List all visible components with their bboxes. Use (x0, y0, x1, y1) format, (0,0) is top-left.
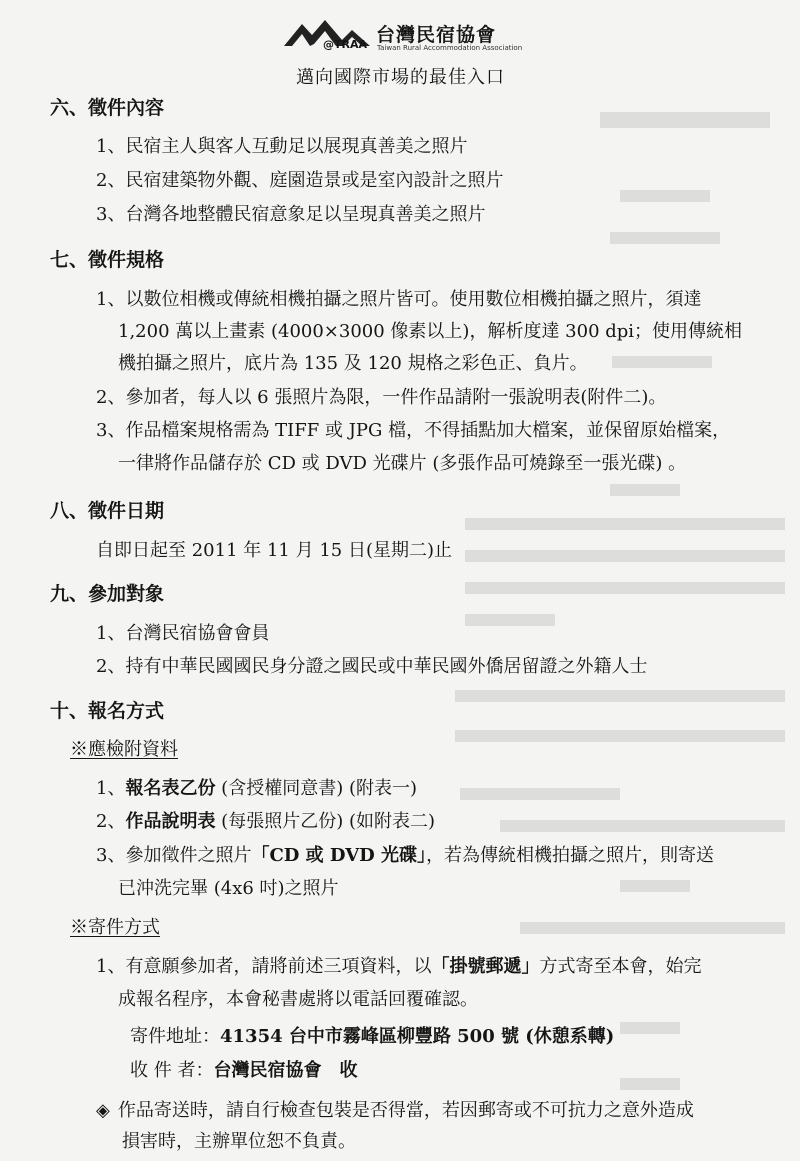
organization-name-english: Taiwan Rural Accommodation Association (377, 44, 523, 52)
required-item-2-name: 作品說明表 (125, 811, 216, 832)
section-7-heading: 七、徵件規格 (50, 249, 165, 271)
required-item-1-number: 1、 (96, 778, 126, 799)
section-6-item-1: 1、民宿主人與客人互動足以展現真善美之照片 (96, 136, 468, 157)
section-8-date: 自即日起至 2011 年 11 月 15 日(星期二)止 (96, 540, 452, 561)
section-10-heading: 十、報名方式 (50, 700, 165, 722)
required-materials-subheading: ※應檢附資料 (70, 739, 178, 760)
required-item-3-text: 3、參加徵件之照片 (96, 845, 252, 866)
required-item-2-note: (每張照片乙份) (如附表二) (215, 811, 435, 832)
section-9-item-2: 2、持有中華民國國民身分證之國民或中華民國外僑居留證之外籍人士 (96, 656, 648, 677)
organization-name: 台灣民宿協會 (376, 24, 497, 46)
section-6-item-3: 3、台灣各地整體民宿意象足以呈現真善美之照片 (96, 204, 486, 225)
required-item-1-name: 報名表乙份 (125, 778, 216, 799)
recipient-value: 台灣民宿協會 收 (213, 1060, 358, 1081)
section-7-item-1-line-1: 1、以數位相機或傳統相機拍攝之照片皆可。使用數位相機拍攝之照片，須達 (96, 289, 702, 310)
mailing-method-subheading: ※寄件方式 (70, 917, 160, 938)
mailing-item-1-text: 1、有意願參加者，請將前述三項資料，以 (96, 956, 432, 977)
mailing-address (130, 1026, 614, 1048)
section-9-heading: 九、參加對象 (50, 583, 165, 605)
slogan: 邁向國際市場的最佳入口 (296, 67, 505, 88)
address-value: 41354 台中市霧峰區柳豐路 500 號 (休憩系轉) (220, 1026, 615, 1047)
required-item-2 (96, 811, 435, 833)
section-7-item-3-line-1: 3、作品檔案規格需為 TIFF 或 JPG 檔，不得插點加大檔案，並保留原始檔案， (96, 420, 731, 441)
disclaimer-line-2: 損害時，主辦單位恕不負責。 (122, 1131, 356, 1152)
required-item-1 (96, 778, 417, 800)
letterhead (0, 8, 800, 88)
section-7-item-1-line-3: 機拍攝之照片，底片為 135 及 120 規格之彩色正、負片。 (118, 353, 588, 374)
required-item-3-line-1 (96, 845, 714, 867)
required-item-2-number: 2、 (96, 811, 126, 832)
disclaimer-text: 作品寄送時，請自行檢查包裝是否得當，若因郵寄或不可抗力之意外造成 (117, 1100, 694, 1121)
recipient (130, 1060, 357, 1082)
disclaimer-line-1 (96, 1100, 694, 1122)
mailing-item-1-line-1 (96, 956, 701, 978)
section-7-item-2: 2、參加者，每人以 6 張照片為限，一件作品請附一張說明表(附件二)。 (96, 387, 667, 408)
logo-wordmark: @TRAA (323, 38, 367, 51)
required-item-3-line-2: 已沖洗完畢 (4x6 吋)之照片 (118, 878, 339, 899)
registered-mail-emphasis: 「掛號郵遞」 (431, 956, 540, 977)
mailing-item-1-text-2: 方式寄至本會，始完 (539, 956, 702, 977)
section-7-item-3-line-2: 一律將作品儲存於 CD 或 DVD 光碟片 (多張作品可燒錄至一張光碟) 。 (118, 453, 687, 474)
section-9-item-1: 1、台灣民宿協會會員 (96, 623, 270, 644)
recipient-label: 收 件 者： (130, 1060, 214, 1081)
required-item-3-media: 「CD 或 DVD 光碟」 (251, 845, 427, 866)
section-8-heading: 八、徵件日期 (50, 500, 165, 522)
diamond-bullet-icon: ◈ (96, 1100, 110, 1121)
section-7-item-1-line-2: 1,200 萬以上畫素 (4000×3000 像素以上)，解析度達 300 dpi；使用傳統相 (118, 321, 743, 342)
mailing-item-1-line-2: 成報名程序，本會秘書處將以電話回覆確認。 (118, 989, 478, 1010)
section-6-item-2: 2、民宿建築物外觀、庭園造景或是室內設計之照片 (96, 170, 504, 191)
address-label: 寄件地址： (130, 1026, 220, 1047)
required-item-3-text-2: ，若為傳統相機拍攝之照片，則寄送 (426, 845, 715, 866)
required-item-1-note: (含授權同意書) (附表一) (215, 778, 417, 799)
section-6-heading: 六、徵件內容 (50, 97, 165, 119)
